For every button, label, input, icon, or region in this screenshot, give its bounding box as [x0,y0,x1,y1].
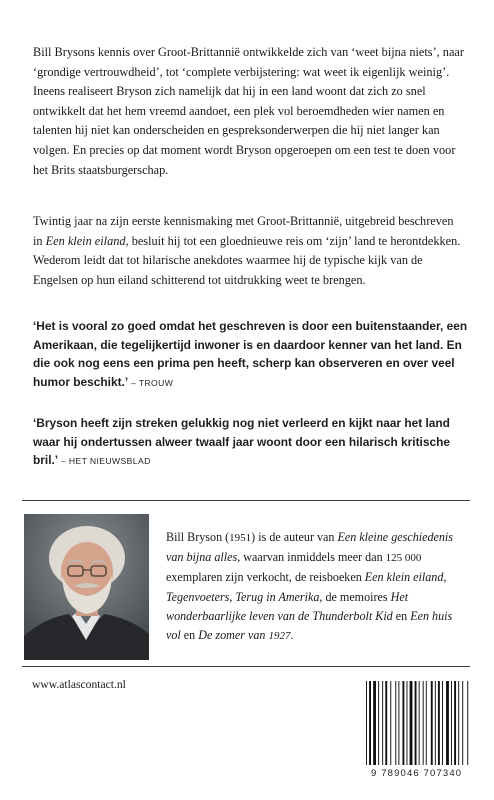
barcode-bar [373,681,376,765]
barcode-bar [382,681,383,765]
book-title: Het wonderbaarlijke leven van de Thunderbolt Kid [166,589,409,623]
book-title-reference: Een klein eiland, [45,233,129,248]
publisher-website[interactable]: www.atlascontact.nl [32,678,126,691]
barcode-bar [366,681,367,765]
bio-separator: , [443,570,447,585]
barcode-bar [438,681,440,765]
bio-separator: , [229,589,236,604]
barcode-bar [407,681,408,765]
book-title: Terug in Amerika [235,589,320,604]
blurb-paragraph-2-start: Twintig jaar na zijn eerste kennismaking met Groot-Brittannië, uitgebreid beschreven in [33,214,454,248]
bio-text: ) is de auteur van [251,530,338,544]
barcode-bar [390,681,391,765]
bio-text: exemplaren zijn verkocht, de reisboeken [166,570,365,585]
quote-source: – TROUW [128,377,174,388]
barcode-bar [426,681,427,765]
barcode-bar [398,681,399,765]
barcode-bar [462,681,463,765]
divider-top [22,500,470,501]
blurb-paragraph-2 [33,212,465,290]
quote-text: ‘Het is vooral zo goed omdat het geschreven is door een buitenstaander, een Amerikaan, die tegelijkertijd inwoner is en daardoor kenner van het land. En die ook nog eens een prima pen heeft, scherp kan observeren en over veel humor beschikt.’ [33,319,468,389]
barcode-bar [431,681,433,765]
barcode-bar [423,681,424,765]
barcode-bars [364,681,470,767]
barcode-bar [446,681,449,765]
barcode-bar [467,681,468,765]
bio-intro: Bill Bryson ( [166,530,230,544]
barcode-bar [451,681,452,765]
author-photo [24,514,149,660]
barcode-bar [385,681,387,765]
isbn-barcode [364,681,470,767]
bio-text: en [392,608,411,623]
barcode-bar [395,681,396,765]
barcode-bar [458,681,459,765]
author-portrait-illustration [24,514,149,660]
quote-text: ‘Bryson heeft zijn streken gelukkig nog niet verleerd en kijkt naar het land waar hij ondertussen alweer twaalf jaar woont door een hilarisch kritische bril.’ [33,416,450,468]
barcode-bar [419,681,420,765]
barcode-bar [435,681,436,765]
review-quote-nieuwsblad [33,414,469,471]
copies-sold: 125 000 [385,552,422,565]
book-title [198,628,290,642]
barcode-bar [442,681,443,765]
barcode-bar [402,681,404,765]
review-quote-trouw [33,317,469,392]
blurb-paragraph-1: Bill Brysons kennis over Groot-Brittannië ontwikkelde zich van ‘weet bijna niets’, naar ‘grondige vertrouwdheid’, tot ‘complete verbijstering: wat weet ik eigenlijk weinig’. Ineens realiseert Bryson zich namelijk dat hij in een land woont dat zich zo snel ontwikkelt dat het hem vreemd aandoet, een plek vol beroemdheden wier namen en talenten hij niet kan onderscheiden en gespreksonderwerpen die hij niet langer kan volgen. En precies op dat moment wordt Bryson opgeroepen om een test te doen voor het Brits staatsburgerschap. [33,45,464,177]
isbn-number: 9 789046 707340 [371,768,463,779]
book-title-part: De zomer van [198,628,269,643]
book-title: Een klein eiland [364,570,444,585]
book-title: Tegenvoeters [166,589,230,604]
barcode-bar [378,681,379,765]
quote-source: – HET NIEUWSBLAD [58,456,151,467]
author-bio [166,528,466,646]
book-title: Een kleine geschiedenis van bijna alles [166,530,453,565]
bio-text: , waarvan inmiddels meer dan [237,550,386,565]
author-birth-year: 1951 [229,532,252,544]
bio-text: en [180,628,199,643]
bio-text: , de memoires [319,589,391,604]
barcode-bar [454,681,456,765]
book-title-year: 1927 [268,630,291,643]
barcode-bar [369,681,371,765]
barcode-bar [415,681,417,765]
barcode-bar [410,681,413,765]
blurb-paragraph-2-end: besluit hij tot een gloednieuwe reis om ‘zijn’ land te herontdekken. Wederom leidt dat tot hilarische anekdotes waarmee hij de typische kijk van de Engelsen op hun eiland schitterend tot uitdrukking weet te brengen. [33,233,461,287]
divider-bottom [22,666,470,667]
bio-end: . [290,628,294,643]
book-title: Een huis vol [166,608,453,643]
